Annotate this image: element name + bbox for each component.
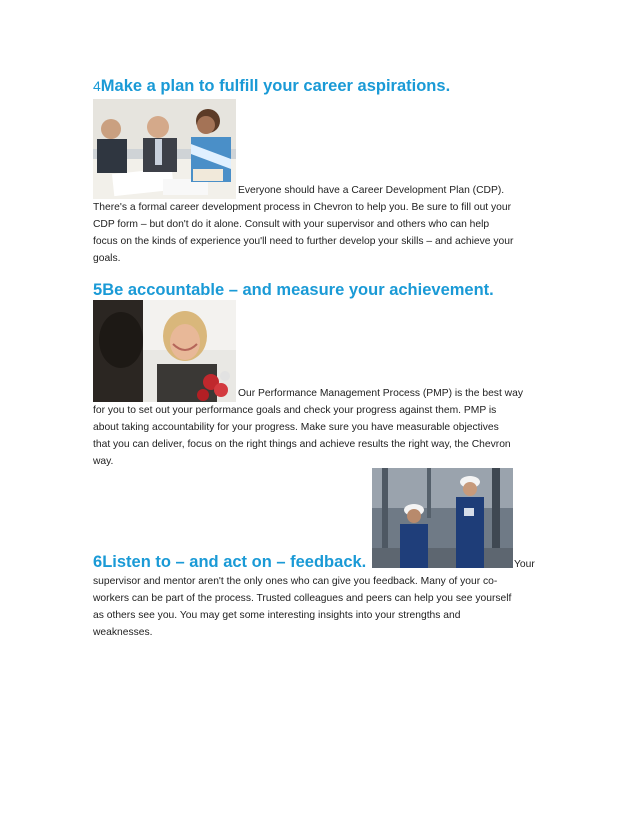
section-4-number: 4	[93, 78, 101, 94]
section-4-heading	[93, 77, 450, 96]
section-6-body	[93, 556, 548, 641]
section-5-heading	[93, 281, 494, 300]
section-4-title: Make a plan to fulfill your career aspirations.	[100, 77, 451, 95]
section-5-line-2: about taking accountability for your progress. Make sure you have measurable objectives	[93, 422, 499, 433]
section-5-line-4: way.	[93, 456, 114, 467]
section-6-line-3: as others see you. You may get some interesting insights into your strengths and	[93, 610, 461, 621]
section-4-line-2: CDP form – but don't do it alone. Consult with your supervisor and others who can help	[93, 219, 490, 230]
section-6-title: Listen to – and act on – feedback.	[102, 553, 367, 571]
section-5-body	[93, 385, 548, 470]
section-4-line-1: There's a formal career development process in Chevron to help you. Be sure to fill out your	[93, 202, 512, 213]
section-6-line-2: workers can be part of the process. Trusted colleagues and peers can help you see yourself	[93, 593, 512, 604]
section-4-line-3: focus on the kinds of experience you'll need to further develop your skills – and achieve your	[93, 236, 514, 247]
field-workers-photo	[372, 468, 513, 568]
section-5-number: 5	[93, 281, 103, 299]
section-6-text-first: Your	[514, 559, 535, 570]
section-5-title: Be accountable – and measure your achievement.	[102, 281, 494, 299]
section-6-line-1: supervisor and mentor aren't the only ones who can give you feedback. Many of your co-	[93, 576, 498, 587]
section-5-line-3: that you can deliver, focus on the right things and achieve results the right way, the Chevron	[93, 439, 511, 450]
section-4-text-first: Everyone should have a Career Development Plan (CDP).	[238, 185, 505, 196]
section-4-line-4: goals.	[93, 253, 121, 264]
section-5-text-first: Our Performance Management Process (PMP) is the best way	[238, 388, 523, 399]
section-6-line-4: weaknesses.	[93, 627, 153, 638]
section-4-body	[93, 182, 548, 267]
section-5-line-1: for you to set out your performance goals and check your progress against them. PMP is	[93, 405, 497, 416]
section-6-number: 6	[93, 553, 103, 571]
